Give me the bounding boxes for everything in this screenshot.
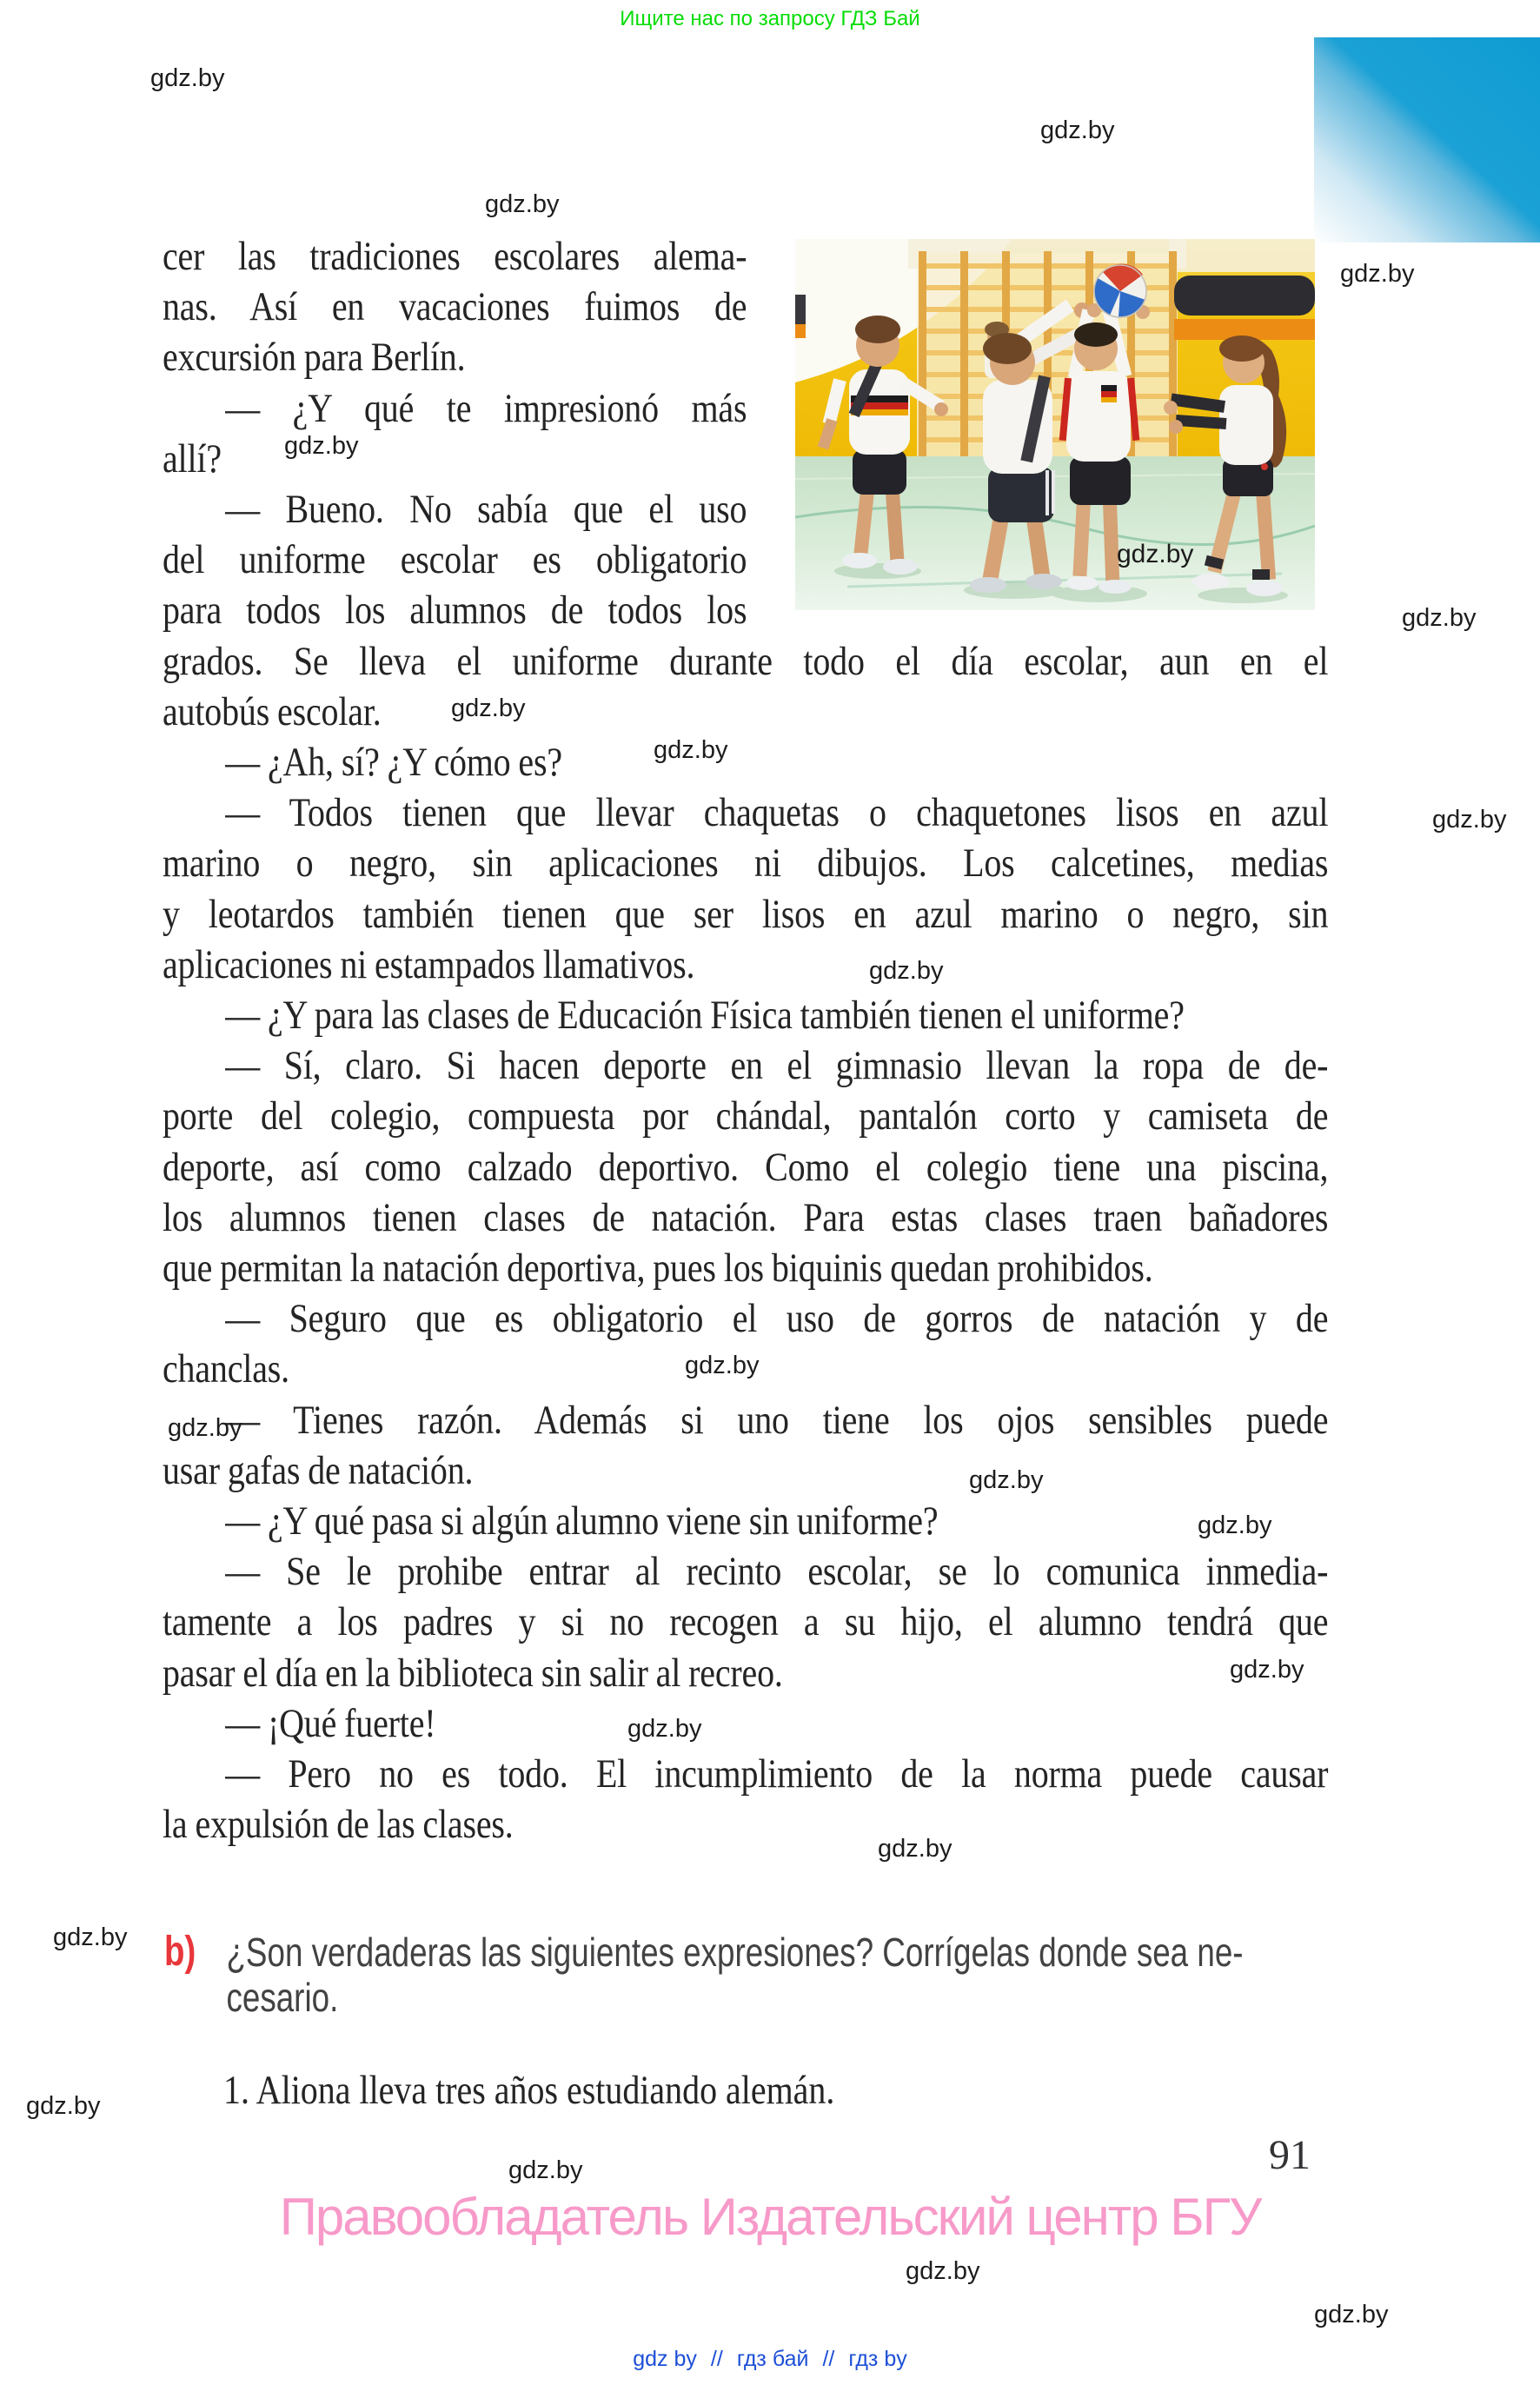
dialogue-line: — Todos tienen que llevar chaquetas o chaquetones lisos en azul	[225, 790, 1329, 836]
gdz-watermark: gdz.by	[1314, 2301, 1389, 2329]
dialogue-line: allí?	[163, 435, 222, 482]
dialogue-line: — Se le prohibe entrar al recinto escolar, se lo comunica inmedia-	[225, 1549, 1329, 1595]
dialogue-line: — Seguro que es obligatorio el uso de gorros de natación y de	[225, 1296, 1329, 1342]
dialogue-line: — Sí, claro. Si hacen deporte en el gimnasio llevan la ropa de de-	[225, 1043, 1329, 1089]
photo-float-spacer	[747, 231, 1328, 614]
dialogue-line: cer las tradiciones escolares alema-	[163, 234, 747, 279]
gdz-watermark: gdz.by	[878, 1835, 953, 1863]
dialogue-line: — Pero no es todo. El incumplimiento de la norma puede causar	[225, 1751, 1329, 1797]
exercise-question-line: cesario.	[226, 1975, 339, 2020]
exercise-question-line: ¿Son verdaderas las siguientes expresiones? Corrígelas donde sea ne-	[226, 1930, 1244, 1975]
gdz-watermark: gdz.by	[150, 64, 225, 92]
gdz-watermark: gdz.by	[969, 1466, 1044, 1494]
gdz-watermark: gdz.by	[1117, 540, 1194, 568]
gdz-watermark: gdz.by	[26, 2092, 101, 2120]
dialogue-line: que permitan la natación deportiva, pues los biquinis quedan prohibidos.	[163, 1246, 1153, 1292]
gdz-watermark: gdz.by	[1432, 806, 1507, 834]
dialogue-line: deporte, así como calzado deportivo. Como el colegio tiene una piscina,	[163, 1144, 1329, 1190]
dialogue-line: — Tienes razón. Además si uno tiene los ojos sensibles puede	[225, 1397, 1329, 1443]
footer-separator: //	[710, 2347, 723, 2371]
gdz-watermark: gdz.by	[627, 1715, 702, 1743]
footer-links	[0, 2347, 1540, 2372]
gdz-watermark: gdz.by	[508, 2156, 583, 2184]
gdz-watermark: gdz.by	[1340, 260, 1415, 288]
gdz-watermark: gdz.by	[869, 957, 944, 985]
page-number: 91	[1269, 2132, 1311, 2178]
footer-link[interactable]: gdz by	[633, 2347, 697, 2371]
gdz-watermark: gdz.by	[485, 190, 560, 218]
exercise-item-1: 1. Aliona lleva tres años estudiando alemán.	[223, 2068, 835, 2113]
dialogue-line: chanclas.	[163, 1346, 289, 1392]
dialogue-line: — ¿Y para las clases de Educación Física también tienen el uniforme?	[225, 993, 1185, 1039]
footer-link[interactable]: гдз бай	[736, 2347, 809, 2371]
exercise-label: b)	[164, 1929, 196, 1975]
dialogue-line: pasar el día en la biblioteca sin salir al recreo.	[163, 1650, 783, 1696]
dialogue-line: — ¡Qué fuerte!	[225, 1700, 436, 1746]
gdz-watermark: gdz.by	[1198, 1511, 1272, 1539]
footer-link[interactable]: гдз by	[848, 2347, 907, 2371]
dialogue-line: para todos los alumnos de todos los	[163, 588, 747, 634]
gdz-watermark: gdz.by	[1230, 1656, 1304, 1684]
exercise-question	[226, 1930, 1338, 2020]
gdz-watermark: gdz.by	[685, 1352, 760, 1379]
gdz-watermark: gdz.by	[906, 2257, 980, 2285]
dialogue-line: — ¿Y qué te impresionó más	[225, 385, 747, 431]
footer-separator: //	[822, 2347, 835, 2371]
dialogue-line: — ¿Ah, sí? ¿Y cómo es?	[225, 740, 562, 786]
copyright-notice: Правообладатель Издательский центр БГУ	[279, 2188, 1261, 2246]
dialogue-line: — Bueno. No sabía que el uso	[225, 487, 747, 533]
dialogue-line: del uniforme escolar es obligatorio	[163, 537, 747, 583]
gdz-watermark: gdz.by	[53, 1923, 128, 1951]
gdz-watermark: gdz.by	[1402, 604, 1477, 632]
exercise-b	[164, 1930, 1338, 2020]
corner-gradient-decoration	[1314, 37, 1540, 242]
dialogue-line: autobús escolar.	[163, 688, 382, 734]
dialogue-line: y leotardos también tienen que ser lisos en azul marino o negro, sin	[163, 891, 1329, 937]
dialogue-line: aplicaciones ni estampados llamativos.	[163, 941, 695, 987]
dialogue-line: tamente a los padres y si no recogen a su hijo, el alumno tendrá que	[163, 1599, 1329, 1645]
gdz-watermark: gdz.by	[284, 432, 359, 460]
gdz-watermark: gdz.by	[451, 694, 526, 722]
dialogue-line: la expulsión de las clases.	[163, 1802, 514, 1848]
dialogue-line: — ¿Y qué pasa si algún alumno viene sin uniforme?	[225, 1498, 939, 1545]
dialogue-text-block	[163, 231, 1328, 1850]
dialogue-line: usar gafas de natación.	[163, 1447, 474, 1493]
gdz-watermark: gdz.by	[168, 1414, 242, 1442]
dialogue-line: porte del colegio, compuesta por chándal, pantalón corto y camiseta de	[163, 1093, 1329, 1139]
dialogue-line: grados. Se lleva el uniforme durante todo el día escolar, aun en el	[163, 638, 1329, 684]
dialogue-line: los alumnos tienen clases de natación. Para estas clases traen bañadores	[163, 1194, 1329, 1240]
gdz-watermark: gdz.by	[654, 736, 728, 764]
dialogue-line: marino o negro, sin aplicaciones ni dibujos. Los calcetines, medias	[163, 840, 1329, 887]
dialogue-line: nas. Así en vacaciones fuimos de	[163, 284, 747, 330]
dialogue-line: excursión para Berlín.	[163, 335, 466, 381]
top-banner-text: Ищите нас по запросу ГДЗ Бай	[620, 7, 920, 30]
gdz-watermark: gdz.by	[1040, 116, 1115, 144]
